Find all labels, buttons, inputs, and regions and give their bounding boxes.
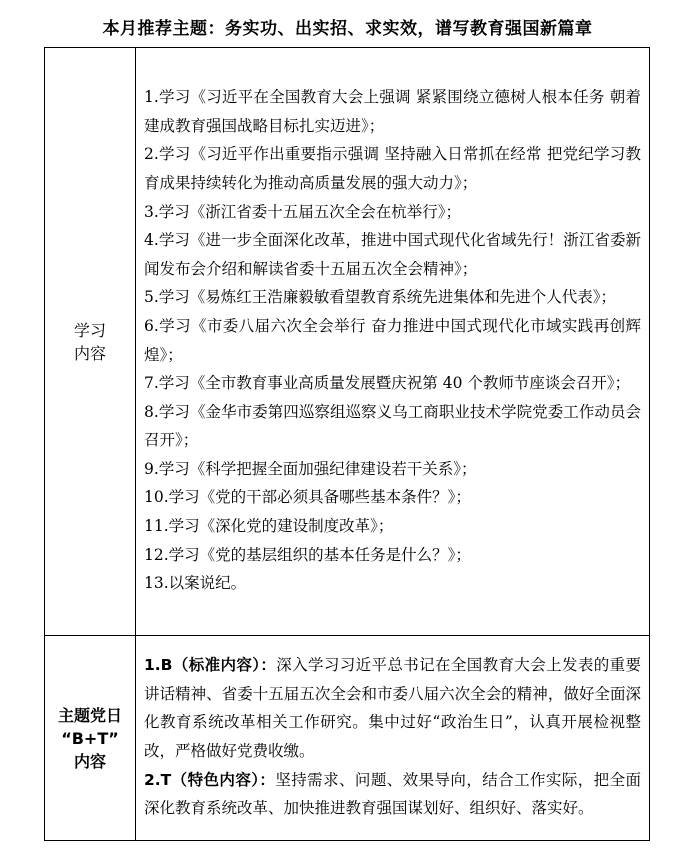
study-items-cell [136, 48, 650, 636]
study-item: 4.学习《进一步全面深化改革，推进中国式现代化省域先行！浙江省委新闻发布会介绍和解读省委十五届五次全会精神》； [144, 231, 641, 278]
party-day-label-line1: 主题党日 [57, 705, 122, 725]
b-standard-heading: 1.B（标准内容）： [144, 656, 277, 675]
study-item: 8.学习《金华市委第四巡察组巡察义乌工商职业技术学院党委工作动员会召开》； [144, 402, 641, 450]
study-item: 13.以案说纪。 [144, 574, 247, 593]
study-item: 10.学习《党的干部必须具备哪些基本条件？》； [144, 488, 471, 507]
study-item: 5.学习《易炼红王浩廉毅敏看望教育系统先进集体和先进个人代表》； [144, 288, 617, 307]
study-item: 12.学习《党的基层组织的基本任务是什么？》； [144, 545, 471, 564]
study-item: 6.学习《市委八届六次全会举行 奋力推进中国式现代化市域实践再创辉煌》； [144, 316, 641, 364]
party-day-row [45, 636, 650, 841]
party-day-label-line2: “B+T” [61, 728, 119, 748]
t-feature-heading: 2.T（特色内容）： [144, 770, 276, 789]
study-label-line1: 学习 [73, 320, 106, 340]
study-item: 2.学习《习近平作出重要指示强调 坚持融入日常抓在经常 把党纪学习教育成果持续转化为推动高质量发展的强大动力》； [144, 145, 641, 192]
party-day-content-cell [136, 636, 650, 841]
study-content-row [45, 48, 650, 636]
study-item: 7.学习《全市教育事业高质量发展暨庆祝第 40 个教师节座谈会召开》； [144, 374, 631, 393]
t-feature-text: 坚持需求、问题、效果导向，结合工作实际，把全面深化教育系统改革、加快推进教育强国谋划好、组织好、落实好。 [144, 770, 641, 818]
b-standard-text: 深入学习习近平总书记在全国教育大会上发表的重要讲话精神、省委十五届五次全会和市委八届六次全会的精神，做好全面深化教育系统改革相关工作研究。集中过好“政治生日”，认真开展检视整改，严格做好党费收缴。 [144, 656, 641, 760]
study-item: 11.学习《深化党的建设制度改革》； [144, 517, 394, 536]
party-day-label [45, 636, 136, 841]
t-feature-paragraph [144, 766, 641, 823]
study-content-label [45, 48, 136, 636]
study-item: 9.学习《科学把握全面加强纪律建设若干关系》； [144, 459, 477, 478]
study-label-line2: 内容 [73, 343, 106, 363]
b-standard-paragraph [144, 651, 641, 765]
study-item: 1.学习《习近平在全国教育大会上强调 紧紧围绕立德树人根本任务 朝着建成教育强国战略目标扎实迈进》； [144, 88, 641, 135]
party-day-label-line3: 内容 [73, 751, 106, 771]
study-plan-table [44, 47, 650, 841]
page-title: 本月推荐主题：务实功、出实招、求实效，谱写教育强国新篇章 [102, 19, 593, 39]
study-item: 3.学习《浙江省委十五届五次全会在杭举行》； [144, 202, 462, 221]
